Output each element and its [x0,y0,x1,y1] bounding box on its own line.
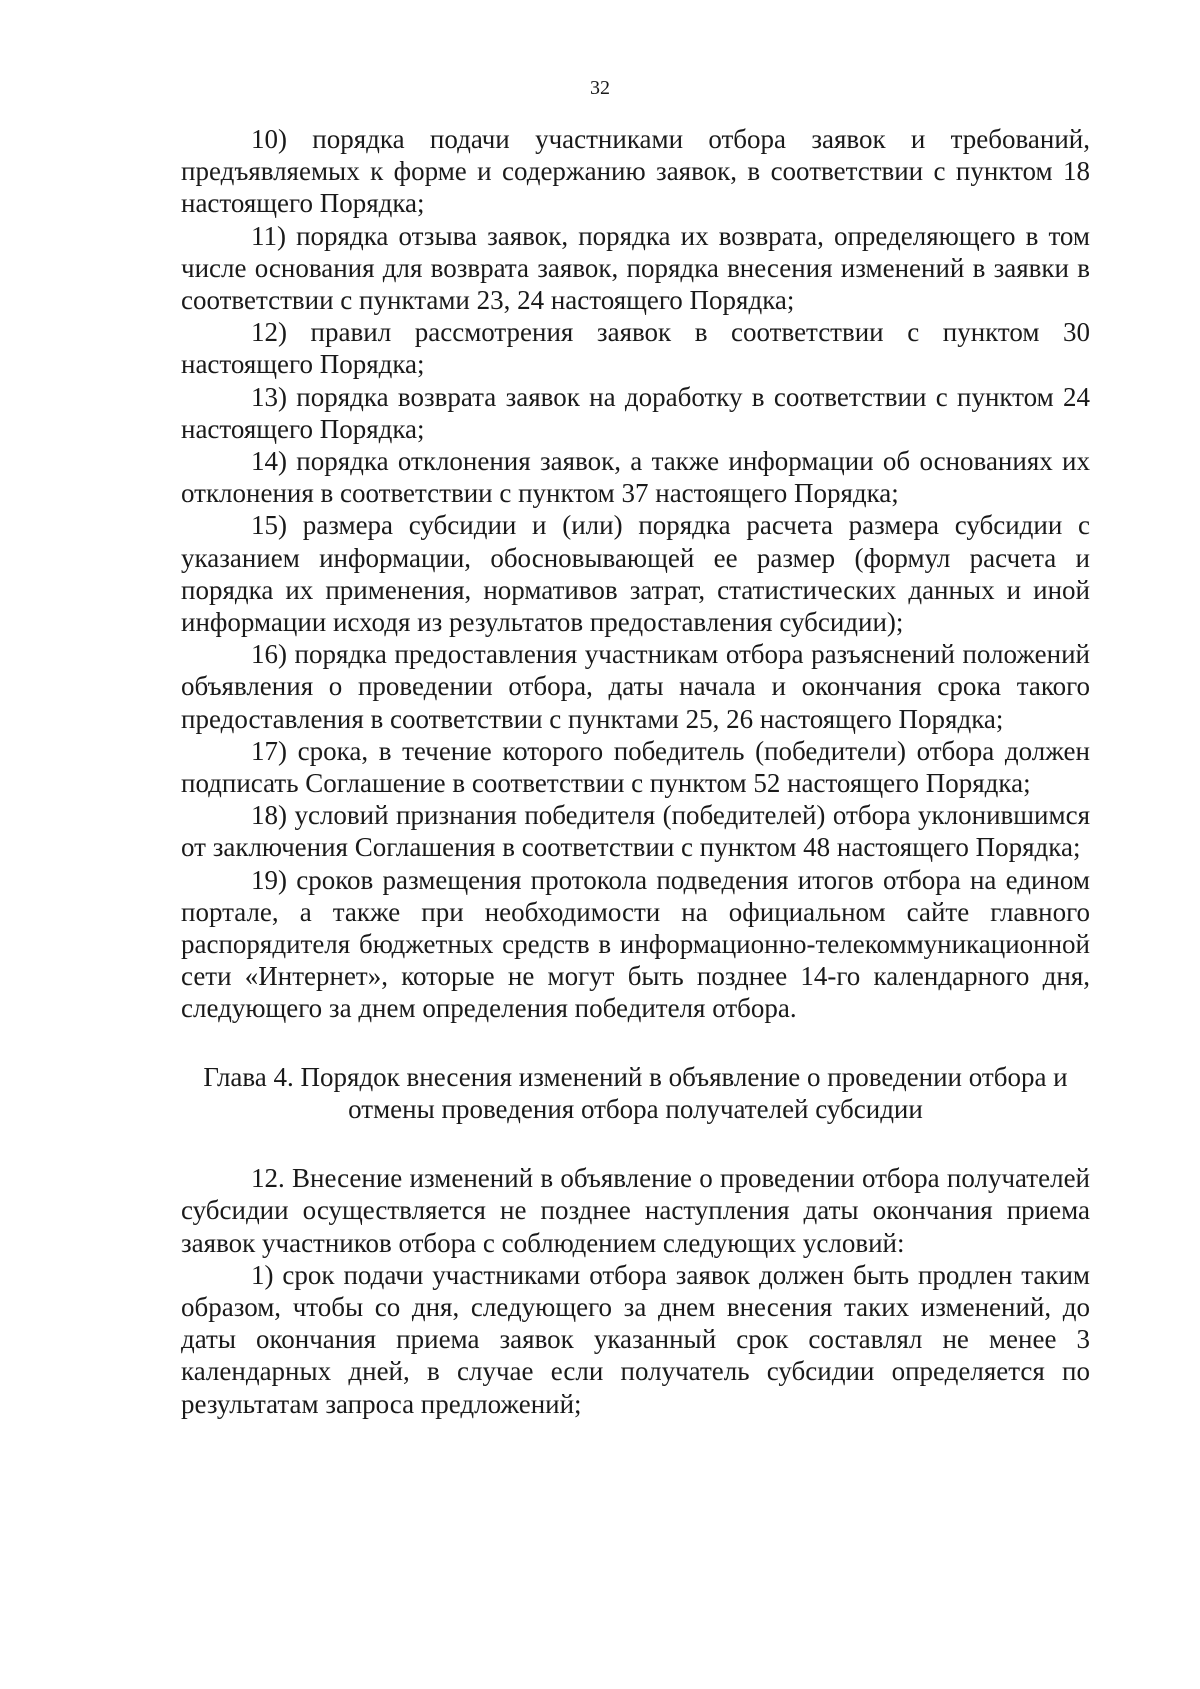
list-item-15: 15) размера субсидии и (или) порядка расчета размера субсидии с указанием информации, обосновывающей ее размер (формул расчета и порядка их применения, нормативов затрат, статистических данных и иной информации исходя из результатов предоставления субсидии); [181,510,1090,638]
clause-12: 12. Внесение изменений в объявление о проведении отбора получателей субсидии осуществляется не позднее наступления даты окончания приема заявок участников отбора с соблюдением следующих условий: [181,1163,1090,1258]
list-item-10: 10) порядка подачи участниками отбора заявок и требований, предъявляемых к форме и содержанию заявок, в соответствии с пунктом 18 настоящего Порядка; [181,124,1090,219]
list-item-12: 12) правил рассмотрения заявок в соответствии с пунктом 30 настоящего Порядка; [181,317,1090,380]
page-number: 32 [590,77,610,99]
clause-12-item-1: 1) срок подачи участниками отбора заявок должен быть продлен таким образом, чтобы со дня, следующего за днем внесения таких изменений, до даты окончания приема заявок указанный срок составлял не менее 3 календарных дней, в случае если получатель субсидии определяется по результатам запроса предложений; [181,1259,1090,1419]
list-item-11: 11) порядка отзыва заявок, порядка их возврата, определяющего в том числе основания для возврата заявок, порядка внесения изменений в заявки в соответствии с пунктами 23, 24 настоящего Порядка; [181,220,1090,316]
document-body [181,123,1090,1420]
chapter-heading-line-1: Глава 4. Порядок внесения изменений в объявление о проведении отбора и [203,1061,1068,1092]
list-item-19: 19) сроков размещения протокола подведения итогов отбора на едином портале, а также при необходимости на официальном сайте главного распорядителя бюджетных средств в информационно-телекоммуникационной сети «Интернет», которые не могут быть позднее 14-го календарного дня, следующего за днем определения победителя отбора. [181,864,1090,1024]
chapter-heading-line-2: отмены проведения отбора получателей субсидии [348,1093,923,1124]
list-item-14: 14) порядка отклонения заявок, а также информации об основаниях их отклонения в соответствии с пунктом 37 настоящего Порядка; [181,446,1090,509]
list-item-18: 18) условий признания победителя (победителей) отбора уклонившимся от заключения Соглашения в соответствии с пунктом 48 настоящего Порядка; [181,800,1090,863]
list-item-17: 17) срока, в течение которого победитель (победители) отбора должен подписать Соглашение в соответствии с пунктом 52 настоящего Порядка; [181,735,1090,799]
chapter-heading [181,1061,1090,1125]
list-item-13: 13) порядка возврата заявок на доработку в соответствии с пунктом 24 настоящего Порядка; [181,381,1090,444]
list-item-16: 16) порядка предоставления участникам отбора разъяснений положений объявления о проведении отбора, даты начала и окончания срока такого предоставления в соответствии с пунктами 25, 26 настоящего Порядка; [181,639,1090,734]
